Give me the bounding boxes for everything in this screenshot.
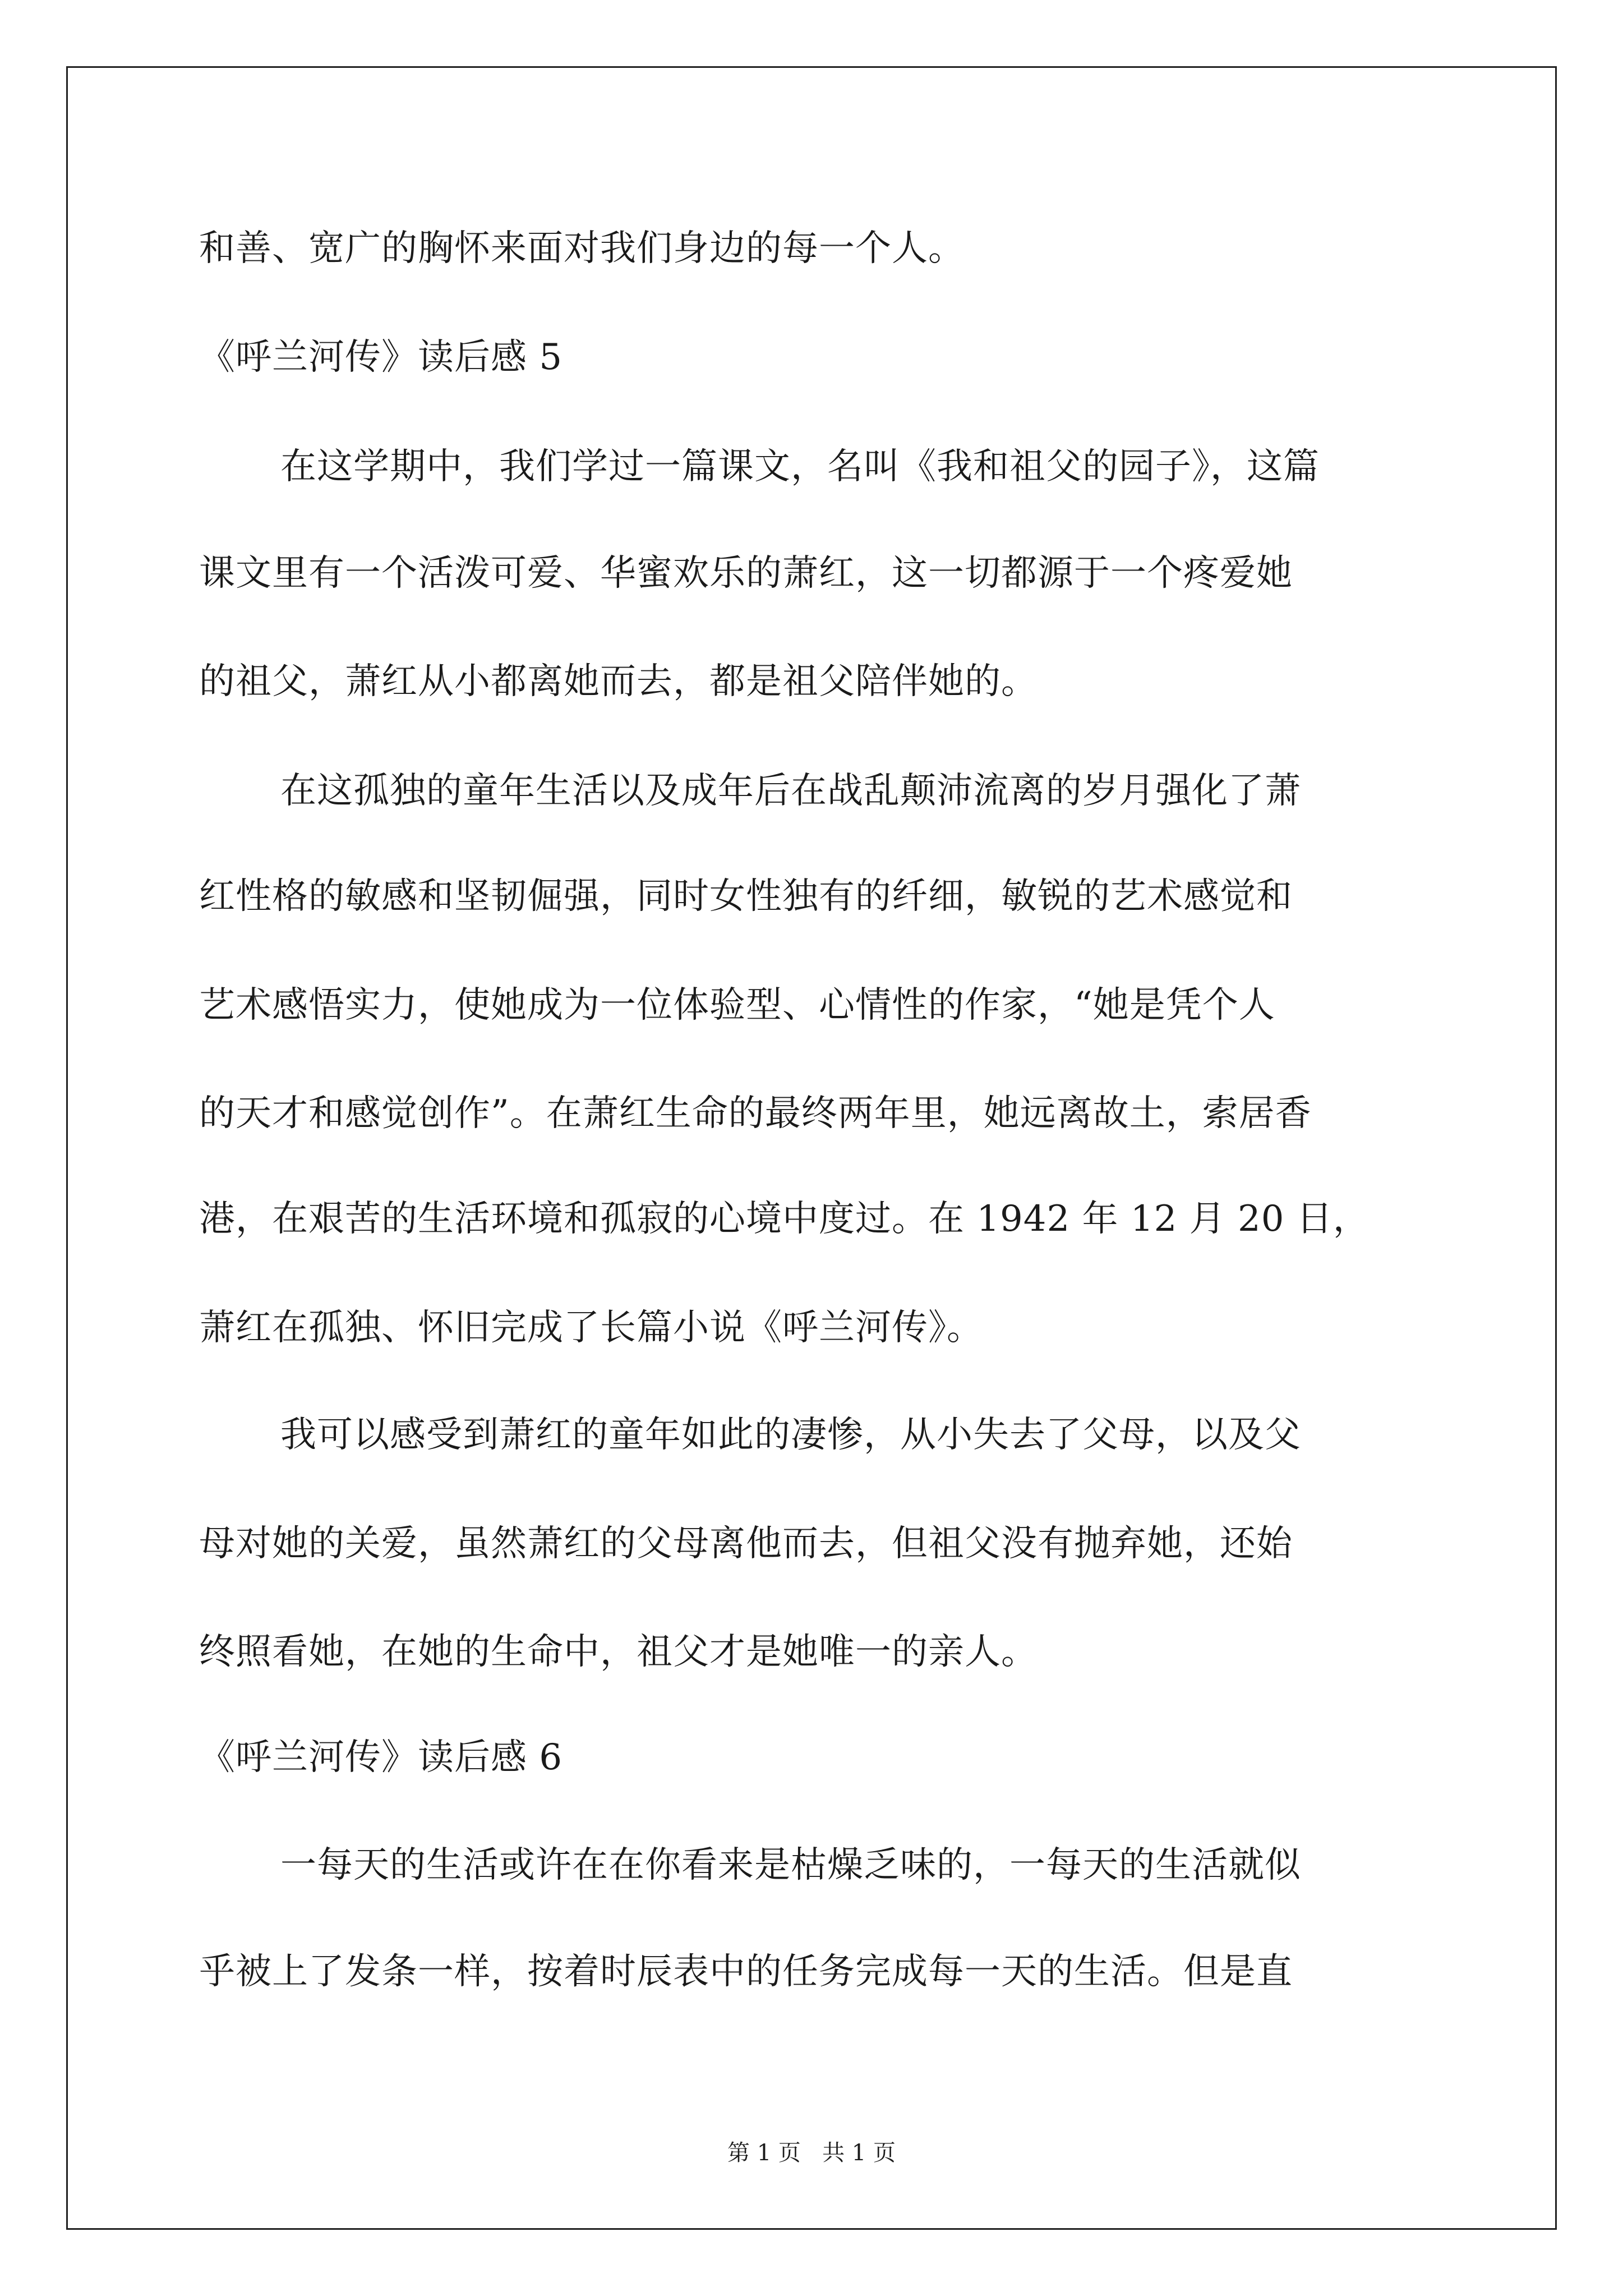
text-line: 课文里有一个活泼可爱、华蜜欢乐的萧红，这一切都源于一个疼爱她 <box>199 553 1293 594</box>
text-line: 在这孤独的童年生活以及成年后在战乱颠沛流离的岁月强化了萧 <box>280 770 1301 812</box>
text-line: 萧红在孤独、怀旧完成了长篇小说《呼兰河传》。 <box>199 1307 983 1349</box>
text-line: 的祖父，萧红从小都离她而去，都是祖父陪伴她的。 <box>199 661 1038 702</box>
text-line: 和善、宽广的胸怀来面对我们身边的每一个人。 <box>199 228 965 269</box>
text-line: 红性格的敏感和坚韧倔强，同时女性独有的纤细，敏锐的艺术感觉和 <box>199 876 1293 917</box>
text-line: 一每天的生活或许在在你看来是枯燥乏味的，一每天的生活就似 <box>280 1844 1301 1886</box>
section-heading: 《呼兰河传》读后感 6 <box>199 1737 563 1778</box>
text-line: 我可以感受到萧红的童年如此的凄惨，从小失去了父母，以及父 <box>280 1414 1301 1456</box>
text-line: 在这学期中，我们学过一篇课文，名叫《我和祖父的园子》，这篇 <box>280 446 1320 487</box>
text-line: 的天才和感觉创作”。在萧红生命的最终两年里，她远离故土，索居香 <box>199 1093 1312 1134</box>
text-line: 艺术感悟实力，使她成为一位体验型、心情性的作家，“她是凭个人 <box>199 984 1275 1026</box>
text-line: 港，在艰苦的生活环境和孤寂的心境中度过。在 1942 年 12 月 20 日， <box>199 1198 1370 1240</box>
text-line: 母对她的关爱，虽然萧红的父母离他而去，但祖父没有抛弃她，还始 <box>199 1523 1293 1565</box>
section-heading: 《呼兰河传》读后感 5 <box>199 337 563 378</box>
text-line: 乎被上了发条一样，按着时辰表中的任务完成每一天的生活。但是直 <box>199 1951 1293 1993</box>
text-line: 终照看她，在她的生命中，祖父才是她唯一的亲人。 <box>199 1631 1038 1673</box>
page-border <box>66 66 1557 2230</box>
page-footer: 第 1 页 共 1 页 <box>727 2140 896 2166</box>
